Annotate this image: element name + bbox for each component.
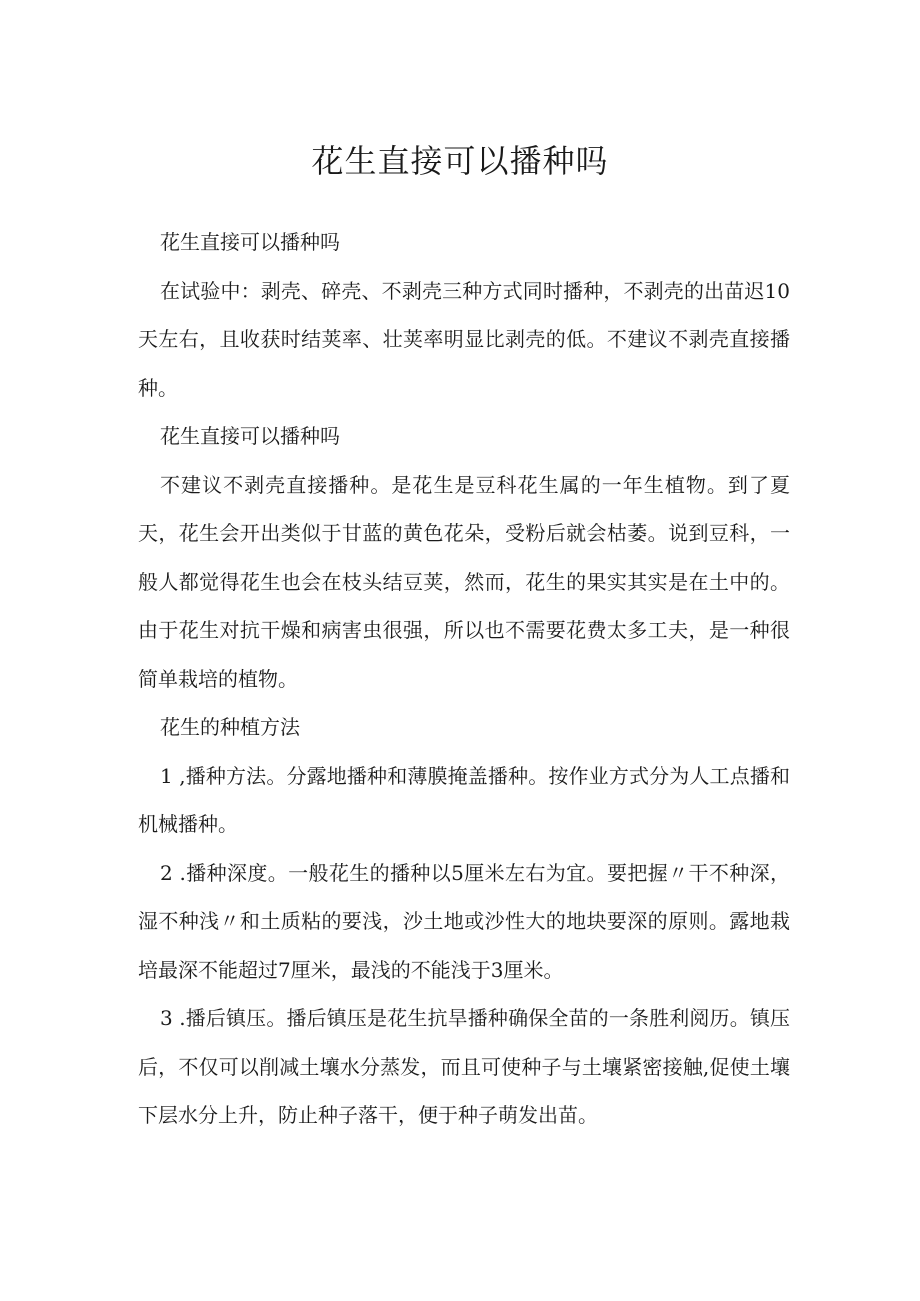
section-heading: 花生的种植方法: [160, 715, 300, 739]
document-title: 花生直接可以播种吗: [311, 142, 609, 180]
heading-paragraph: 花生直接可以播种吗: [160, 230, 340, 254]
list-item: 2 .播种深度。一般花生的播种以5厘米左右为宜。要把握〃干不种深，湿不种浅〃和土质粘的要浅，沙土地或沙性大的地块要深的原则。露地栽培最深不能超过7厘米，最浅的不能浅于3厘米。: [138, 860, 790, 982]
body-paragraph: 不建议不剥壳直接播种。是花生是豆科花生属的一年生植物。到了夏天，花生会开出类似于甘蓝的黄色花朵，受粉后就会枯萎。说到豆科，一般人都觉得花生也会在枝头结豆荚，然而，花生的果实其实是在土中的。由于花生对抗干燥和病害虫很强，所以也不需要花费太多工夫，是一种很简单栽培的植物。: [138, 472, 790, 691]
list-item: 1 ,播种方法。分露地播种和薄膜掩盖播种。按作业方式分为人工点播和机械播种。: [138, 763, 790, 836]
document-body: [138, 218, 790, 1140]
heading-paragraph: 花生直接可以播种吗: [160, 424, 340, 448]
list-item: 3 .播后镇压。播后镇压是花生抗旱播种确保全苗的一条胜利阅历。镇压后，不仅可以削减土壤水分蒸发，而且可使种子与土壤紧密接触,促使土壤下层水分上升，防止种子落干，便于种子萌发出苗。: [138, 1006, 790, 1127]
body-paragraph: 在试验中：剥壳、碎壳、不剥壳三种方式同时播种，不剥壳的出苗迟10天左右，且收获时结荚率、壮荚率明显比剥壳的低。不建议不剥壳直接播种。: [138, 278, 790, 400]
